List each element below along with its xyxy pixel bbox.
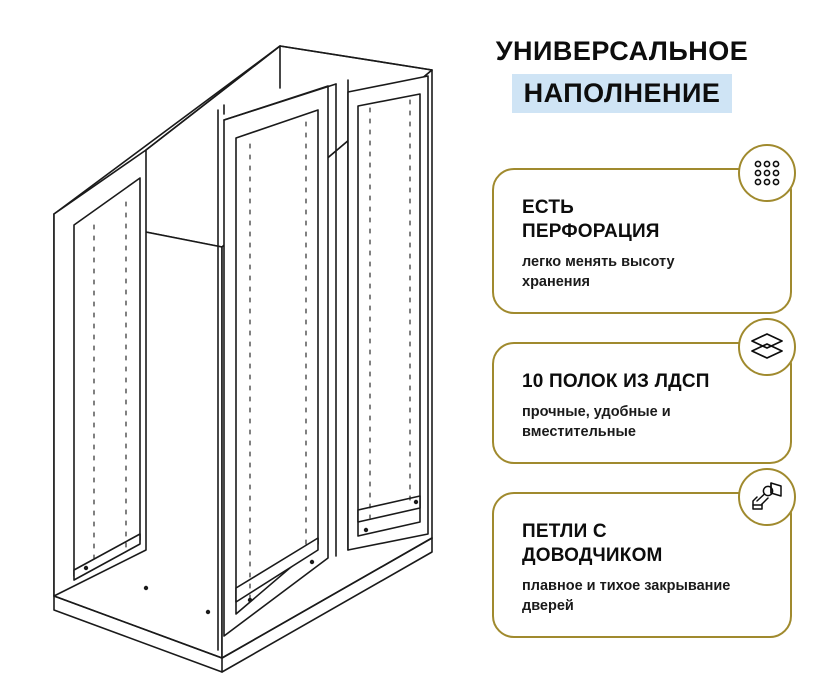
- card-heading: ПЕТЛИ С ДОВОДЧИКОМ: [522, 521, 663, 566]
- hinge-icon: [738, 468, 796, 526]
- feature-card-shelves: [492, 342, 792, 464]
- wardrobe-illustration: [18, 10, 448, 690]
- title-line-1: УНИВЕРСАЛЬНОЕ: [495, 36, 749, 66]
- title-highlight: [512, 74, 733, 113]
- card-subtext: прочные, удобные и вместительные: [522, 404, 671, 440]
- shelves-stack-icon: [738, 318, 796, 376]
- card-heading: ЕСТЬ ПЕРФОРАЦИЯ: [522, 197, 660, 242]
- card-heading: 10 ПОЛОК ИЗ ЛДСП: [522, 371, 710, 392]
- title-line-2: НАПОЛНЕНИЕ: [523, 78, 721, 108]
- perforation-icon: [738, 144, 796, 202]
- page-title: [452, 34, 792, 113]
- content-column: [452, 0, 816, 700]
- card-subtext: легко менять высоту хранения: [522, 254, 675, 290]
- feature-card-perforation: [492, 168, 792, 314]
- card-subtext: плавное и тихое закрывание дверей: [522, 578, 731, 614]
- feature-card-hinge: [492, 492, 792, 638]
- feature-card-list: [492, 168, 792, 666]
